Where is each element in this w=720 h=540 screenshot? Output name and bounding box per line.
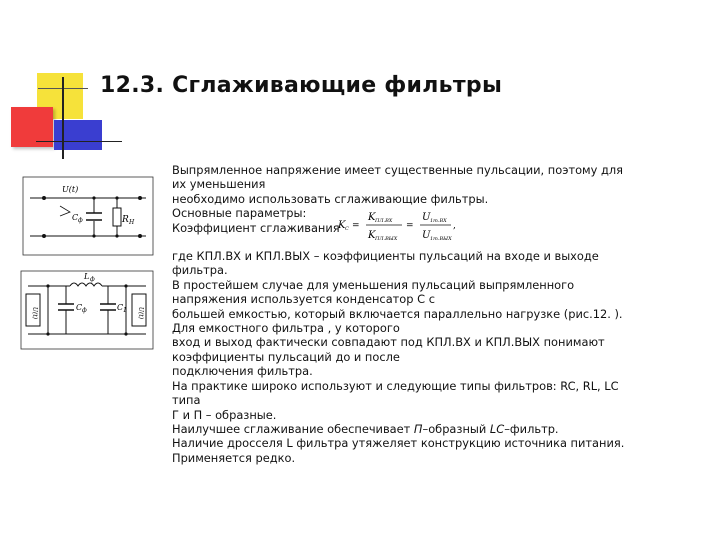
- formula-lhs: K: [338, 220, 346, 231]
- formula-num2-sub: 1m.ВХ: [430, 218, 447, 224]
- inductor-label: L: [84, 272, 90, 281]
- formula-den1: K: [368, 230, 376, 241]
- source-label: U(t): [62, 185, 79, 194]
- cap2-label: C: [117, 303, 124, 312]
- slide-title: 12.3. Сглаживающие фильтры: [100, 73, 503, 98]
- input-voltage-label: U(t): [31, 306, 38, 320]
- text-line: где КПЛ.ВХ и КПЛ.ВЫХ – коэффициенты пульсаций на входе и выходе: [172, 249, 599, 264]
- cap-label: C: [76, 303, 83, 312]
- formula-num2: U: [422, 212, 431, 223]
- formula-lhs-sub: C: [345, 226, 349, 232]
- text-line: фильтра.: [172, 263, 228, 278]
- text-line-best-filter: Наилучшее сглаживание обеспечивает П–образный LC–фильтр.: [172, 421, 559, 436]
- formula-num1: K: [368, 212, 376, 223]
- text-line: Для емкостного фильтра , у которого: [172, 321, 400, 336]
- text-line: Коэффициент сглаживания: [172, 220, 340, 235]
- cap-sub: ф: [82, 307, 87, 314]
- text-line: В простейшем случае для уменьшения пульсаций выпрямленного: [172, 277, 575, 292]
- formula-den1-sub: ПЛ.ВЫХ: [375, 236, 398, 242]
- text-line: На практике широко используют и следующие типы фильтров: RC, RL, LC: [172, 378, 619, 393]
- text-line: Выпрямленное напряжение имеет существенные пульсации, поэтому для: [172, 163, 624, 177]
- cap-label: C: [72, 213, 79, 222]
- lc-filter-diagram: [20, 270, 154, 350]
- formula-den2-sub: 1m.ВЫХ: [430, 236, 452, 242]
- smoothing-coefficient-formula: [338, 206, 458, 246]
- cap2-sub: 1: [123, 307, 127, 314]
- text-line: коэффициенты пульсаций до и после: [172, 349, 400, 364]
- text-line: вход и выход фактически совпадают под КПЛ.ВХ и КПЛ.ВЫХ понимают: [172, 335, 605, 350]
- formula-num1-sub: ПЛ.ВХ: [375, 218, 393, 224]
- decor-vertical-line: [62, 77, 64, 159]
- text-line: Г и П – образные.: [172, 407, 277, 422]
- load-label: R: [122, 215, 129, 225]
- text-line: большей емкостью, который включается параллельно нагрузке (рис.12. ).: [172, 306, 623, 321]
- formula-den2: U: [422, 230, 431, 241]
- output-voltage-label: U(t): [137, 306, 144, 320]
- text-line: необходимо использовать сглаживающие фильтры.: [172, 191, 489, 206]
- decor-horizontal-line: [36, 141, 122, 142]
- cap-sub: ф: [78, 217, 83, 224]
- text-line: подключения фильтра.: [172, 364, 313, 379]
- formula-eq: =: [352, 221, 360, 231]
- load-sub: Н: [129, 219, 135, 226]
- text-line: напряжения используется конденсатор С с: [172, 292, 435, 307]
- text-line: Наличие дросселя L фильтра утяжеляет конструкцию источника питания.: [172, 436, 625, 451]
- text-line: Основные параметры:: [172, 206, 307, 221]
- capacitive-filter-diagram: [22, 176, 154, 256]
- inductor-sub: ф: [90, 276, 95, 283]
- text-line: Применяется редко.: [172, 450, 296, 465]
- formula-comma: ,: [453, 221, 456, 231]
- text-line: их уменьшения: [172, 177, 266, 192]
- formula-eq2: =: [406, 221, 414, 231]
- text-line: типа: [172, 393, 201, 408]
